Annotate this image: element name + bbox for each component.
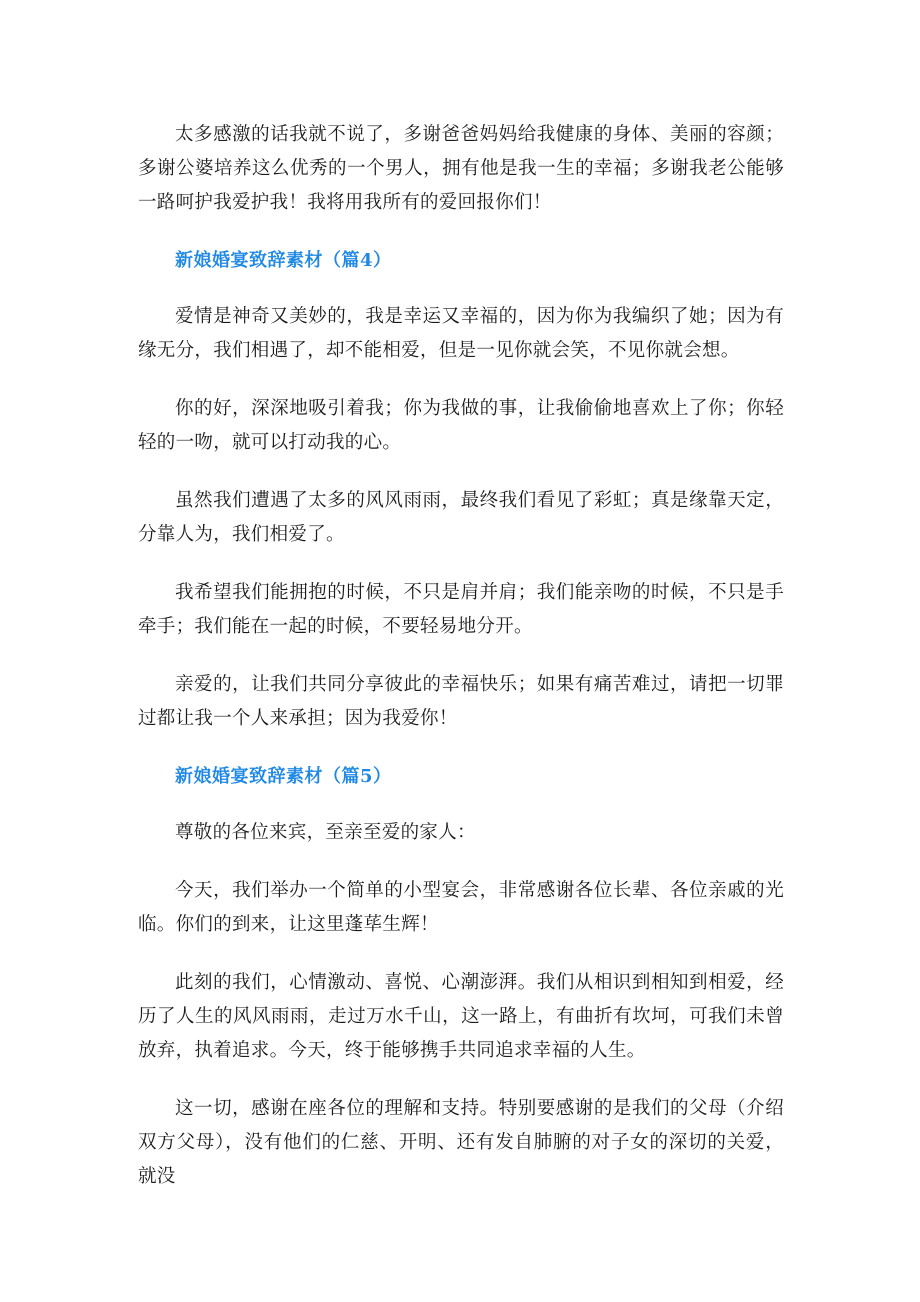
section-4-paragraph-5: 亲爱的，让我们共同分享彼此的幸福快乐；如果有痛苦难过，请把一切罪过都让我一个人来承担；因为我爱你！ xyxy=(138,674,784,729)
section-5-paragraph-4: 这一切，感谢在座各位的理解和支持。特别要感谢的是我们的父母（介绍双方父母），没有他们的仁慈、开明、还有发自肺腑的对子女的深切的关爱，就没 xyxy=(138,1098,784,1187)
section-4-paragraph-4: 我希望我们能拥抱的时候，不只是肩并肩；我们能亲吻的时候，不只是手牵手；我们能在一起的时候，不要轻易地分开。 xyxy=(138,582,784,637)
section-4-heading: 新娘婚宴致辞素材（篇4） xyxy=(175,250,392,271)
section-4-paragraph-2: 你的好，深深地吸引着我；你为我做的事，让我偷偷地喜欢上了你；你轻轻的一吻，就可以打动我的心。 xyxy=(138,398,784,453)
section-5-paragraph-1: 尊敬的各位来宾，至亲至爱的家人： xyxy=(175,822,476,843)
section-4-paragraph-3: 虽然我们遭遇了太多的风风雨雨，最终我们看见了彩虹；真是缘靠天定，分靠人为，我们相爱了。 xyxy=(138,490,784,545)
section-5-heading: 新娘婚宴致辞素材（篇5） xyxy=(175,766,392,787)
intro-paragraph: 太多感激的话我就不说了，多谢爸爸妈妈给我健康的身体、美丽的容颜；多谢公婆培养这么优秀的一个男人，拥有他是我一生的幸福；多谢我老公能够一路呵护我爱护我！我将用我所有的爱回报你们！ xyxy=(138,124,784,213)
section-5-paragraph-3: 此刻的我们，心情激动、喜悦、心潮澎湃。我们从相识到相知到相爱，经历了人生的风风雨雨，走过万水千山，这一路上，有曲折有坎坷，可我们未曾放弃，执着追求。今天，终于能够携手共同追求幸福的人生。 xyxy=(138,972,784,1061)
section-4-paragraph-1: 爱情是神奇又美妙的，我是幸运又幸福的，因为你为我编织了她；因为有缘无分，我们相遇了，却不能相爱，但是一见你就会笑，不见你就会想。 xyxy=(138,306,784,361)
document-body xyxy=(138,118,784,1194)
section-5-paragraph-2: 今天，我们举办一个简单的小型宴会，非常感谢各位长辈、各位亲戚的光临。你们的到来，让这里蓬荜生辉！ xyxy=(138,880,784,935)
